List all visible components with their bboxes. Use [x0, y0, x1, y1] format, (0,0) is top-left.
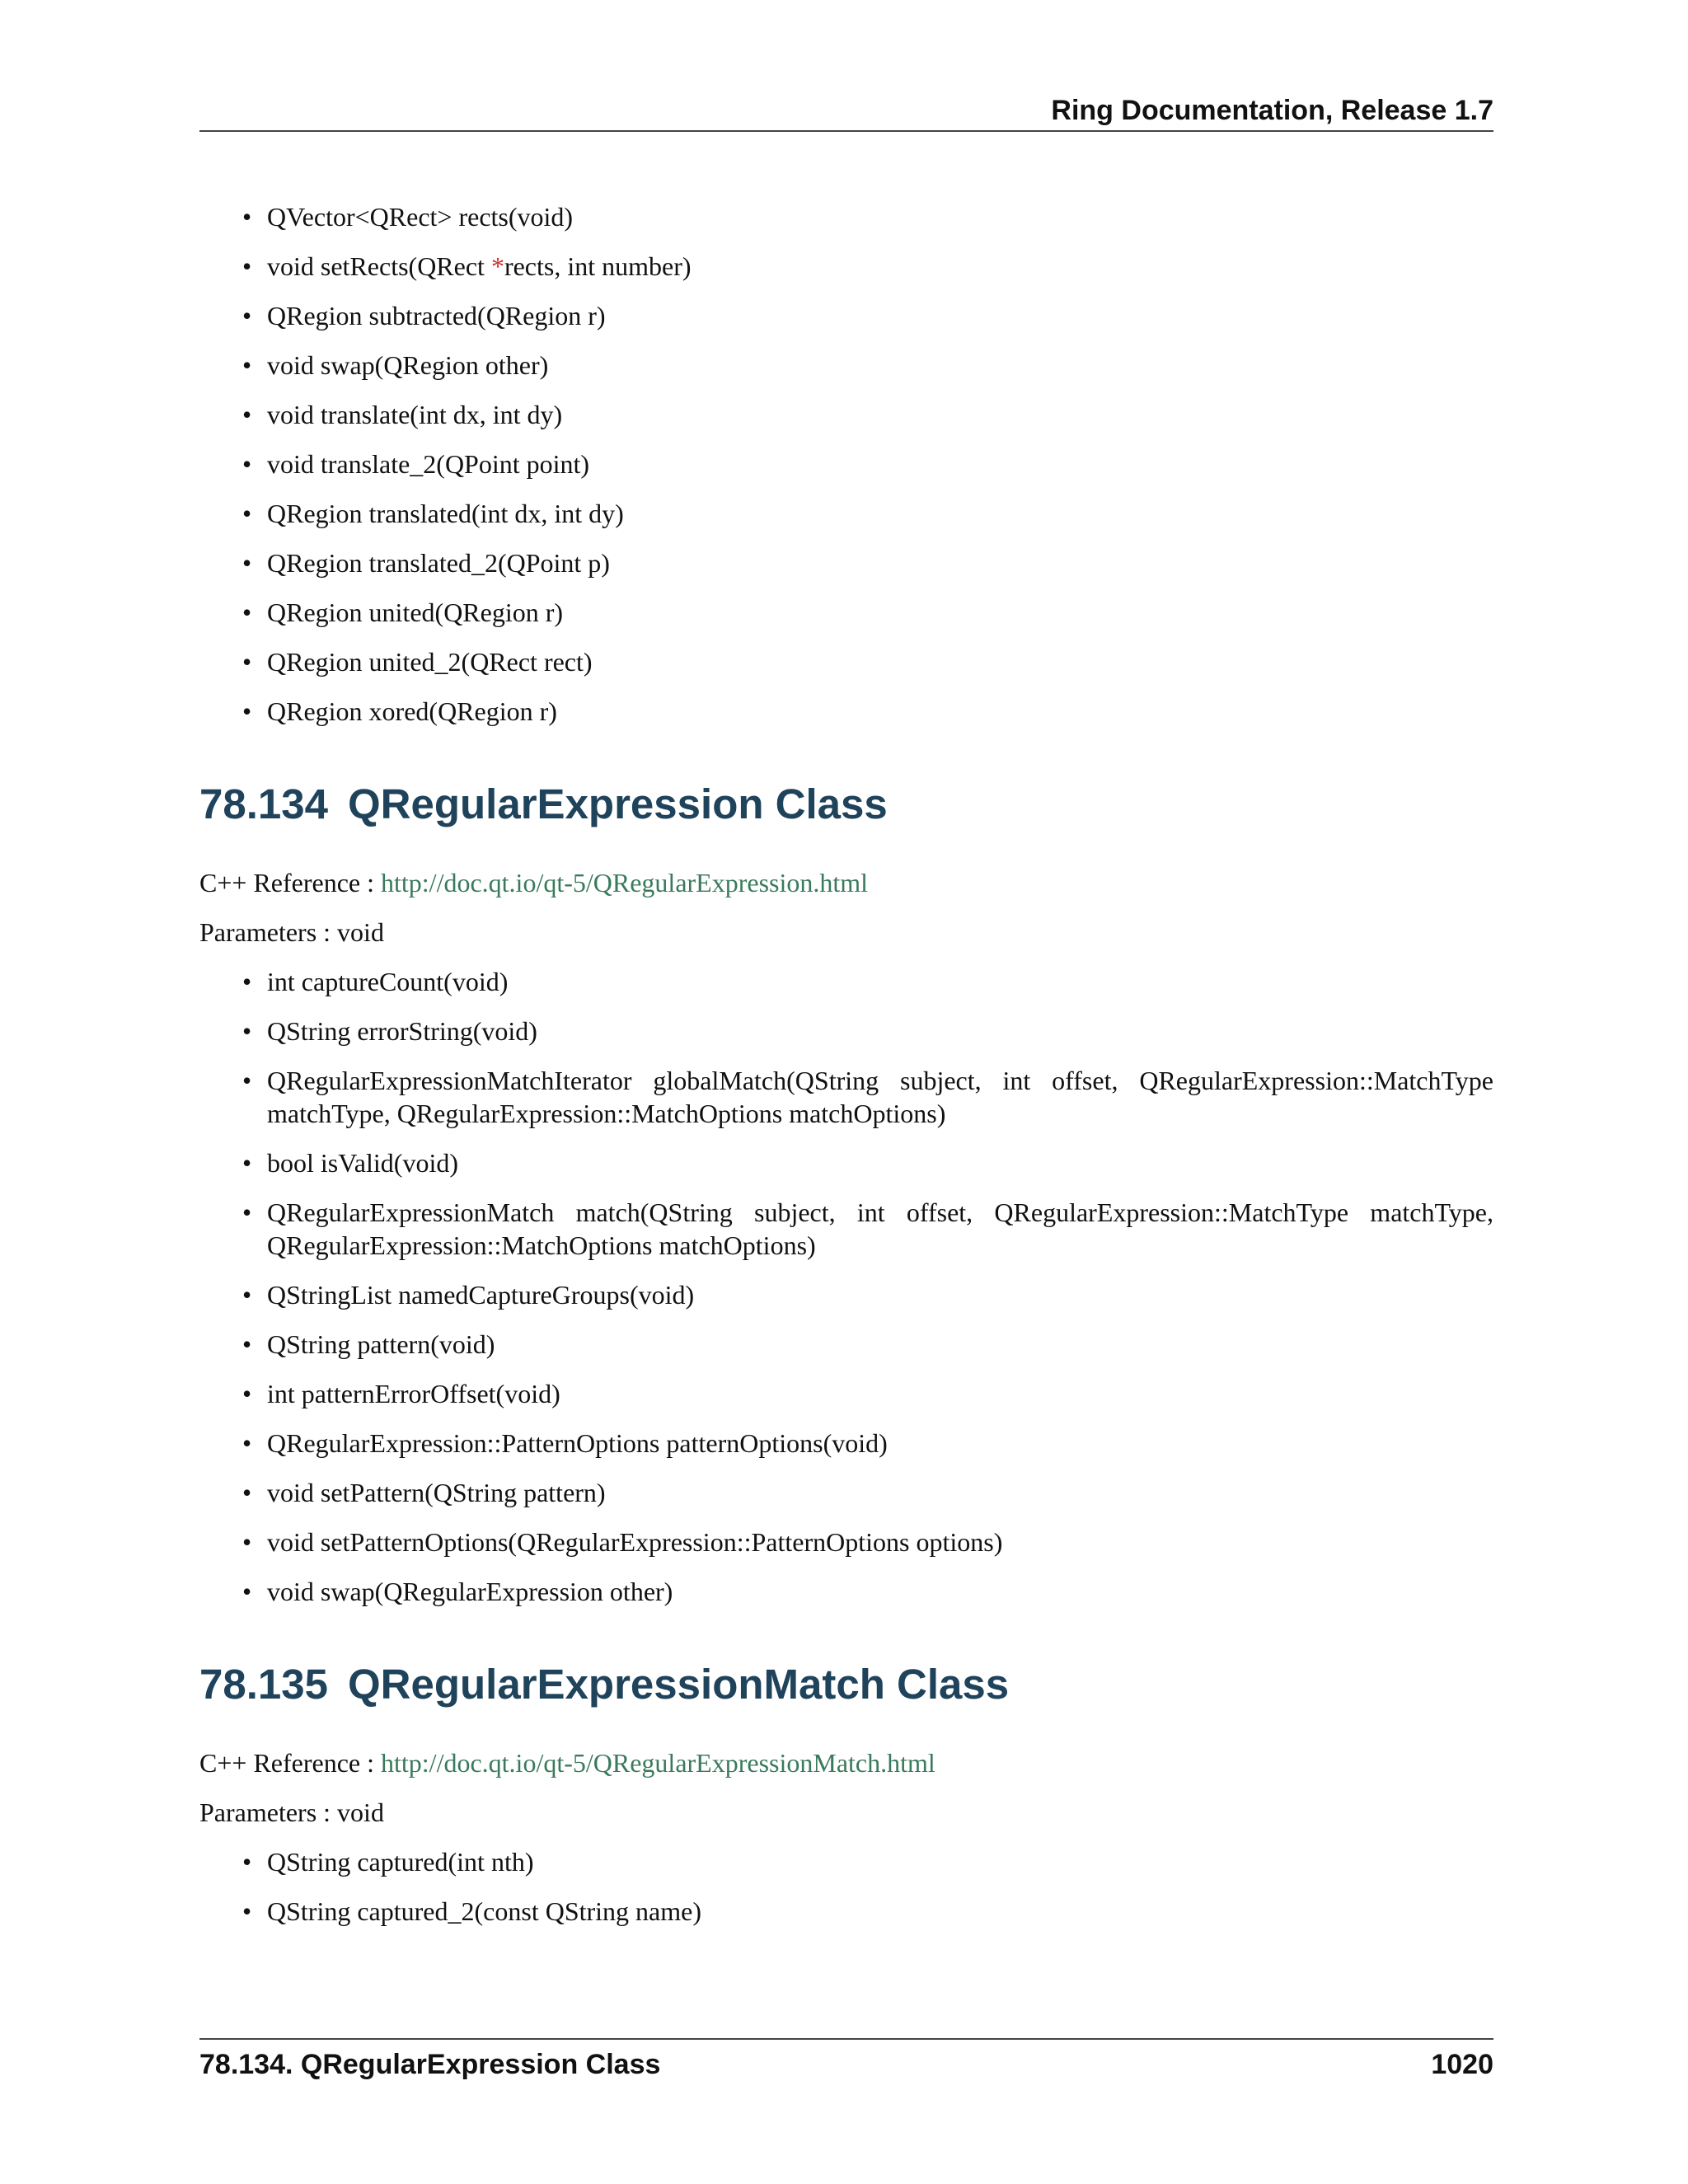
- parameters-line: Parameters : void: [199, 1797, 384, 1827]
- list-item: • int captureCount(void): [242, 967, 509, 996]
- list-item: • void translate_2(QPoint point): [242, 449, 590, 479]
- list-item: • QRegularExpressionMatchIterator globalMatch(QString subject, int offset, QRegularExpression::MatchType matchType, QRegularExpression::MatchOptions matchOptions): [242, 1066, 1493, 1128]
- method-list-qregion: [199, 200, 1493, 728]
- section-heading-qregularexpressionmatch: 78.135 QRegularExpressionMatch Class: [199, 1661, 1010, 1708]
- section-heading-qregularexpression: 78.134 QRegularExpression Class: [199, 780, 888, 827]
- running-header: [199, 92, 1493, 132]
- list-item: • QString errorString(void): [242, 1016, 537, 1046]
- list-item: • QRegion translated_2(QPoint p): [242, 548, 610, 578]
- list-item: • QRegion united_2(QRect rect): [242, 647, 593, 677]
- list-item: • QRegularExpression::PatternOptions patternOptions(void): [242, 1428, 888, 1458]
- reference-link[interactable]: http://doc.qt.io/qt-5/QRegularExpressionMatch.html: [381, 1748, 935, 1778]
- cpp-reference: C++ Reference : http://doc.qt.io/qt-5/QRegularExpressionMatch.html: [199, 1748, 935, 1778]
- list-item: • void setPattern(QString pattern): [242, 1478, 606, 1507]
- list-item: • QRegion xored(QRegion r): [242, 696, 557, 726]
- page-number: 1020: [1431, 2049, 1493, 2080]
- list-item: • void setRects(QRect *rects, int number): [242, 251, 692, 281]
- list-item: • void swap(QRegularExpression other): [242, 1577, 673, 1606]
- list-item: • QVector<QRect> rects(void): [242, 202, 574, 232]
- footer-section: 78.134. QRegularExpression Class: [199, 2049, 661, 2080]
- reference-link[interactable]: http://doc.qt.io/qt-5/QRegularExpression.html: [381, 868, 869, 898]
- running-footer: [199, 2038, 1493, 2083]
- list-item: • QString captured(int nth): [242, 1847, 534, 1877]
- list-item: • void swap(QRegion other): [242, 350, 549, 380]
- pointer-star: *: [490, 251, 504, 281]
- list-item: • int patternErrorOffset(void): [242, 1379, 560, 1408]
- list-item: • QRegion subtracted(QRegion r): [242, 301, 606, 330]
- method-list-qregularexpression: [199, 965, 1493, 1608]
- list-item: • bool isValid(void): [242, 1148, 458, 1178]
- list-item: • void translate(int dx, int dy): [242, 400, 563, 429]
- list-item: • QRegularExpressionMatch match(QString subject, int offset, QRegularExpression::MatchType matchType, QRegularExpression::MatchOptions matchOptions): [242, 1197, 1493, 1260]
- cpp-reference: C++ Reference : http://doc.qt.io/qt-5/QRegularExpression.html: [199, 868, 869, 898]
- list-item: • QStringList namedCaptureGroups(void): [242, 1280, 695, 1310]
- parameters-line: Parameters : void: [199, 917, 384, 947]
- list-item: • QRegion translated(int dx, int dy): [242, 499, 624, 528]
- list-item: • QString captured_2(const QString name): [242, 1896, 701, 1926]
- list-item: • QString pattern(void): [242, 1329, 495, 1359]
- list-item: • QRegion united(QRegion r): [242, 598, 564, 627]
- page-content: [199, 194, 1493, 1928]
- header-title: Ring Documentation, Release 1.7: [1051, 95, 1493, 126]
- list-item: • void setPatternOptions(QRegularExpression::PatternOptions options): [242, 1527, 1003, 1557]
- method-list-qregularexpressionmatch: [199, 1845, 1493, 1928]
